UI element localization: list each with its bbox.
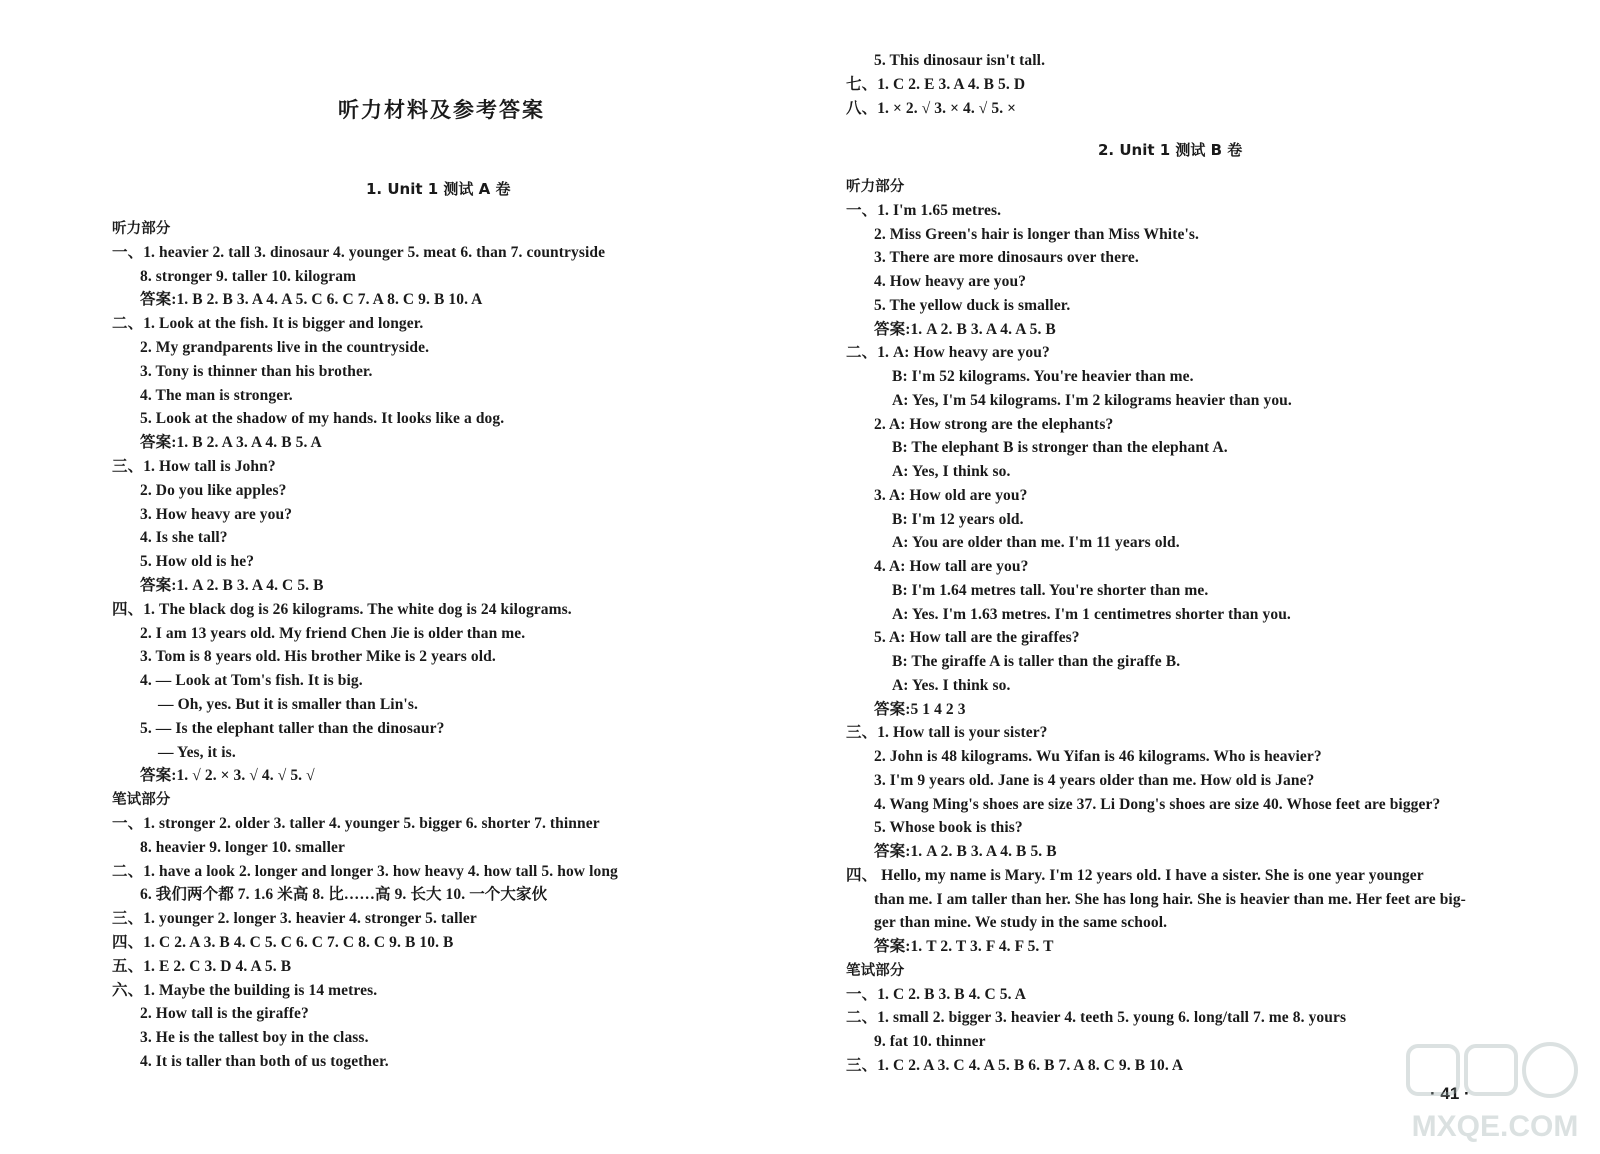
- text-line: 5. How old is he?: [140, 553, 255, 571]
- text-line: 8. stronger 9. taller 10. kilogram: [140, 267, 357, 285]
- text-line: 4. It is taller than both of us together.: [140, 1053, 389, 1070]
- text-line: 二、1. A: How heavy are you?: [846, 344, 1050, 362]
- page-title: 听力材料及参考答案: [338, 98, 545, 122]
- text-line: 2. My grandparents live in the countryside.: [140, 339, 430, 356]
- text-line: B: The giraffe A is taller than the giraffe B.: [892, 653, 1181, 670]
- text-line: 四、1. C 2. A 3. B 4. C 5. C 6. C 7. C 8. C 9. B 10. B: [112, 934, 454, 951]
- text-line: 七、1. C 2. E 3. A 4. B 5. D: [846, 76, 1026, 93]
- text-line: 一、1. stronger 2. older 3. taller 4. younger 5. bigger 6. shorter 7. thinner: [112, 815, 600, 832]
- text-line: B: The elephant B is stronger than the elephant A.: [892, 439, 1228, 457]
- text-line: 3. How heavy are you?: [140, 505, 293, 523]
- unit-a-title: 1. Unit 1 测试 A 卷: [366, 180, 511, 198]
- text-line: 答案:1. √ 2. × 3. √ 4. √ 5. √: [140, 767, 315, 785]
- text-line: ger than mine. We study in the same school.: [874, 914, 1168, 932]
- unit-b-title: 2. Unit 1 测试 B 卷: [1098, 141, 1243, 159]
- text-line: A: You are older than me. I'm 11 years old.: [892, 534, 1180, 552]
- text-line: 八、1. × 2. √ 3. × 4. √ 5. ×: [846, 100, 1017, 117]
- text-line: B: I'm 1.64 metres tall. You're shorter than me.: [892, 581, 1209, 599]
- text-line: 二、1. Look at the fish. It is bigger and longer.: [112, 315, 424, 333]
- text-line: 3. I'm 9 years old. Jane is 4 years older than me. How old is Jane?: [874, 771, 1315, 789]
- text-line: B: I'm 12 years old.: [892, 510, 1024, 528]
- text-line: 三、1. How tall is your sister?: [846, 724, 1048, 742]
- text-line: 2. How tall is the giraffe?: [140, 1005, 309, 1023]
- text-line: 2. I am 13 years old. My friend Chen Jie is older than me.: [140, 624, 526, 642]
- text-line: 5. Whose book is this?: [874, 819, 1023, 837]
- text-line: 6. 我们两个都 7. 1.6 米高 8. 比……高 9. 长大 10. 一个大家伙: [140, 886, 548, 904]
- text-line: 4. The man is stronger.: [140, 386, 293, 404]
- text-line: 3. Tony is thinner than his brother.: [140, 362, 373, 380]
- text-line: 三、1. C 2. A 3. C 4. A 5. B 6. B 7. A 8. C 9. B 10. A: [846, 1056, 1184, 1074]
- text-line: 2. Miss Green's hair is longer than Miss White's.: [874, 225, 1199, 243]
- text-line: 4. — Look at Tom's fish. It is big.: [140, 672, 363, 690]
- text-line: 六、1. Maybe the building is 14 metres.: [112, 981, 378, 999]
- text-line: 4. Wang Ming's shoes are size 37. Li Dong's shoes are size 40. Whose feet are bigger?: [874, 795, 1441, 813]
- text-line: 一、1. I'm 1.65 metres.: [846, 201, 1002, 219]
- text-line: 5. This dinosaur isn't tall.: [874, 52, 1046, 69]
- text-line: 5. — Is the elephant taller than the dinosaur?: [140, 719, 445, 737]
- text-line: 5. Look at the shadow of my hands. It looks like a dog.: [140, 410, 505, 428]
- text-line: 4. Is she tall?: [140, 529, 228, 547]
- text-line: 8. heavier 9. longer 10. smaller: [140, 838, 345, 856]
- text-line: 答案:1. B 2. B 3. A 4. A 5. C 6. C 7. A 8. C 9. B 10. A: [140, 291, 483, 309]
- text-line: 2. A: How strong are the elephants?: [874, 415, 1114, 433]
- text-line: 3. Tom is 8 years old. His brother Mike is 2 years old.: [140, 648, 496, 666]
- text-line: 一、1. C 2. B 3. B 4. C 5. A: [846, 985, 1027, 1003]
- text-line: than me. I am taller than her. She has long hair. She is heavier than me. Her feet are big-: [874, 890, 1466, 908]
- text-line: 5. A: How tall are the giraffes?: [874, 629, 1080, 647]
- text-line: 答案:1. B 2. A 3. A 4. B 5. A: [140, 434, 322, 452]
- page-number: · 41 ·: [1430, 1084, 1470, 1103]
- text-line: A: Yes. I'm 1.63 metres. I'm 1 centimetres shorter than you.: [892, 605, 1291, 623]
- text-line: 答案:1. T 2. T 3. F 4. F 5. T: [874, 938, 1054, 955]
- text-line: 2. Do you like apples?: [140, 481, 287, 499]
- text-line: 一、1. heavier 2. tall 3. dinosaur 4. younger 5. meat 6. than 7. countryside: [112, 243, 606, 261]
- text-line: 3. A: How old are you?: [874, 486, 1028, 504]
- text-line: 3. He is the tallest boy in the class.: [140, 1029, 369, 1047]
- text-line: 5. The yellow duck is smaller.: [874, 296, 1071, 314]
- text-line: 9. fat 10. thinner: [874, 1033, 986, 1050]
- text-line: 答案:1. A 2. B 3. A 4. B 5. B: [874, 843, 1057, 860]
- text-line: — Oh, yes. But it is smaller than Lin's.: [158, 696, 418, 713]
- text-line: 答案:5 1 4 2 3: [874, 700, 966, 718]
- text-line: 三、1. How tall is John?: [112, 458, 276, 475]
- text-line: 二、1. have a look 2. longer and longer 3. how heavy 4. how tall 5. how long: [112, 862, 618, 880]
- text-line: 三、1. younger 2. longer 3. heavier 4. stronger 5. taller: [112, 910, 477, 928]
- text-line: 4. How heavy are you?: [874, 273, 1027, 290]
- text-line: 答案:1. A 2. B 3. A 4. A 5. B: [874, 320, 1056, 338]
- text-line: 四、 Hello, my name is Mary. I'm 12 years old. I have a sister. She is one year younger: [846, 866, 1424, 884]
- text-line: 答案:1. A 2. B 3. A 4. C 5. B: [140, 577, 324, 594]
- text-line: 二、1. small 2. bigger 3. heavier 4. teeth 5. young 6. long/tall 7. me 8. yours: [846, 1009, 1347, 1027]
- text-line: A: Yes, I think so.: [892, 463, 1011, 480]
- text-line: 3. There are more dinosaurs over there.: [874, 249, 1139, 267]
- svg-text:MXQE.COM: MXQE.COM: [1411, 1110, 1579, 1143]
- section-heading: 听力部分: [112, 221, 171, 237]
- text-line: 四、1. The black dog is 26 kilograms. The white dog is 24 kilograms.: [112, 600, 572, 618]
- text-line: — Yes, it is.: [158, 743, 236, 761]
- text-line: 2. John is 48 kilograms. Wu Yifan is 46 kilograms. Who is heavier?: [874, 748, 1322, 765]
- text-line: A: Yes, I'm 54 kilograms. I'm 2 kilograms heavier than you.: [892, 391, 1292, 409]
- text-line: 4. A: How tall are you?: [874, 558, 1029, 575]
- text-line: B: I'm 52 kilograms. You're heavier than me.: [892, 368, 1194, 385]
- section-heading: 听力部分: [846, 179, 905, 195]
- watermark-logo: [1400, 1040, 1590, 1150]
- section-heading: 笔试部分: [846, 962, 905, 979]
- text-line: A: Yes. I think so.: [892, 676, 1011, 694]
- section-heading: 笔试部分: [112, 792, 171, 809]
- text-line: 五、1. E 2. C 3. D 4. A 5. B: [112, 957, 292, 975]
